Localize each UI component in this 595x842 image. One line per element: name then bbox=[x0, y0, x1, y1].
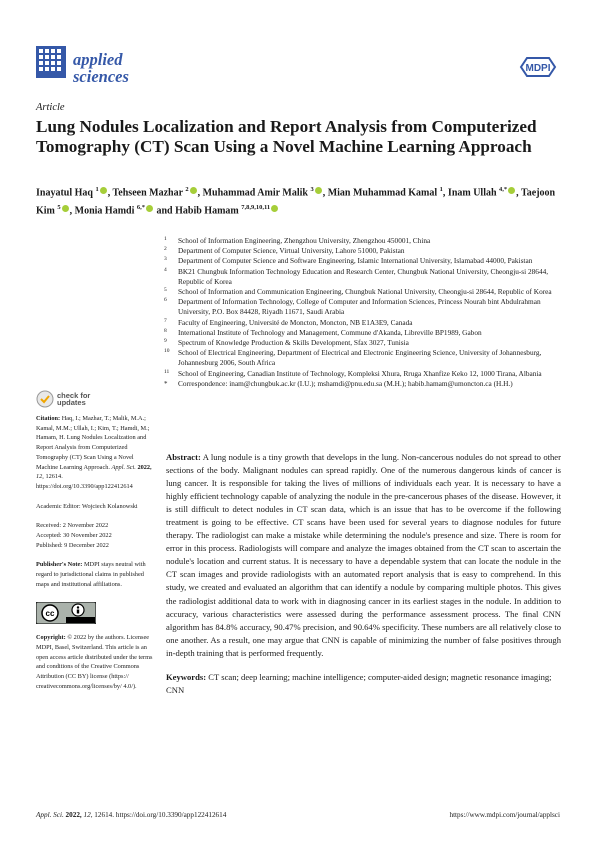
author-affiliation-mark: 4,* bbox=[499, 186, 508, 193]
affiliation-text: School of Engineering, Canadian Institute of Technology, Kompleksi Xhura, Rruga Xhanfize Keko 12, 1000 Tirana, Albania bbox=[178, 368, 542, 378]
orcid-icon[interactable] bbox=[190, 187, 197, 194]
author-list: Inayatul Haq $^1$ , Tehseen Mazhar $^2$ , Muhammad Amir Malik $^3$ , Mian Muhammad Kamal $^1$, Inam Ullah $^{4,*}$ , Taejoon Kim $^5$ , Monia Hamdi $^{6,*}$ and Habib Hamam $^{7,8,9,10,11}$ bbox=[36, 186, 556, 217]
orcid-icon[interactable] bbox=[315, 187, 322, 194]
correspondence-mark: * bbox=[164, 379, 168, 388]
journal-name-line1: applied bbox=[73, 50, 123, 69]
dates-block bbox=[36, 521, 156, 550]
orcid-icon[interactable] bbox=[146, 205, 153, 212]
copyright-label: Copyright: bbox=[36, 634, 66, 642]
affiliation-number: 10 bbox=[164, 348, 170, 355]
article-type: Article bbox=[36, 102, 65, 113]
author-name: Inam Ullah bbox=[447, 187, 497, 199]
journal-name bbox=[73, 51, 129, 85]
publisher-note-label: Publisher's Note: bbox=[36, 561, 83, 569]
affiliation-item bbox=[160, 297, 560, 317]
affiliation-item bbox=[160, 338, 560, 348]
copyright-text: © 2022 by the authors. Licensee MDPI, Basel, Switzerland. This article is an open access article distributed under the terms and conditions of the Creative Commons Attribution (CC BY) license (https:// creativecommons.org/licenses/by/ 4.0/). bbox=[36, 634, 153, 690]
orcid-icon[interactable] bbox=[100, 187, 107, 194]
check-for-updates-line1: check for bbox=[57, 390, 91, 400]
author-name: Monia Hamdi bbox=[74, 205, 135, 217]
affiliation-number: 4 bbox=[164, 266, 167, 273]
author-affiliation-mark: 5 bbox=[57, 203, 61, 211]
received-date: Received: 2 November 2022 bbox=[36, 522, 109, 530]
affiliation-number: 5 bbox=[164, 287, 167, 294]
author-affiliation-mark: 6,* bbox=[136, 203, 145, 211]
affiliation-text: International Institute of Technology and Management, Commune d'Akanda, Libreville BP1989, Gabon bbox=[178, 327, 482, 337]
affiliation-item bbox=[160, 287, 560, 297]
affiliation-text: Department of Information Technology, College of Computer and Information Sciences, Princess Nourah bint Abdulrahman University, P.O. Box 84428, Riyadh 11671, Saudi Arabia bbox=[178, 297, 541, 317]
footer-volume: 12, bbox=[83, 811, 93, 819]
affiliation-item bbox=[160, 328, 560, 338]
mdpi-logo-text: MDPI bbox=[525, 63, 551, 74]
affiliation-number: 1 bbox=[164, 236, 167, 242]
keywords-text: CT scan; deep learning; machine intelligence; computer-aided design; magnetic resonance imaging; CNN bbox=[166, 672, 552, 695]
author-affiliation-mark: 2 bbox=[185, 186, 189, 193]
citation-journal: Appl. Sci. bbox=[111, 463, 136, 471]
keywords-label: Keywords: bbox=[166, 672, 207, 682]
citation-volume: 12, bbox=[36, 473, 44, 481]
author-name: Taejoon Kim bbox=[36, 187, 556, 217]
affiliation-item bbox=[160, 369, 560, 379]
author-affiliation-mark: 1 bbox=[95, 186, 99, 193]
footer-journal-url[interactable]: https://www.mdpi.com/journal/applsci bbox=[449, 811, 560, 819]
affiliation-text: Spectrum of Knowledge Production & Skills Development, Sfax 3027, Tunisia bbox=[178, 338, 409, 348]
author-name: Muhammad Amir Malik bbox=[202, 187, 308, 199]
svg-text:cc: cc bbox=[45, 608, 55, 618]
sidebar bbox=[36, 390, 156, 701]
affiliation-number: 3 bbox=[164, 256, 167, 263]
orcid-icon[interactable] bbox=[508, 187, 515, 194]
affiliation-item bbox=[160, 256, 560, 266]
orcid-icon[interactable] bbox=[271, 205, 278, 212]
citation-text: Haq, I.; Mazhar, T.; Malik, M.A.; Kamal, M.M.; Ullah, I.; Kim, T.; Hamdi, M.; Hamam, H. Lung Nodules Localization and Report Analysis from Computerized Tomography (CT) Scan Using a Novel Machine Learning Approach. bbox=[36, 415, 150, 471]
affiliation-text: School of Information and Communication Engineering, Chungbuk National University, Cheongju-si 28644, Republic of Korea bbox=[178, 287, 552, 297]
footer-citation bbox=[36, 811, 226, 819]
check-for-updates-line2: updates bbox=[57, 398, 86, 407]
affiliation-text: Faculty of Engineering, Université de Moncton, Moncton, NB E1A3E9, Canada bbox=[178, 317, 413, 327]
citation-label: Citation: bbox=[36, 415, 61, 422]
affiliation-text: School of Electrical Engineering, Department of Electrical and Electronic Engineering Science, University of Johannesburg, Johannesburg 2006, South Africa bbox=[178, 348, 542, 368]
affiliation-item bbox=[160, 236, 560, 246]
abstract-text: A lung nodule is a tiny growth that develops in the lung. Non-cancerous nodules do not spread to other sections of the body. Malignant nodules can spread rapidly. One of the numerous dangerous kinds of cancer is lung cancer. It is responsible for taking the lives of millions of individuals each year. It is necessary to have a highly efficient technology capable of analyzing the nodule in the pre-cancerous phases of the disease. However, it is still difficult to detect nodules in CT scan data, which is an issue that has to be overcome if the following treatment is going to be effective. CT scans have been used for several years to diagnose nodules for future therapy. The radiologist can make a mistake while determining the nodule's presence and size. There is room for error in this process. Radiologists will compare and analyze the images obtained from the CT scan to ascertain the nodule's location and current status. It is necessary to have a dependable system that can locate the nodule in the CT scan images and provide radiologists with an automated report analysis that is easy to comprehend. In this study, we created and evaluated an algorithm that can identify a nodule by comparing multiple photos. This gives the radiologist additional data to work with in diagnosing cancer in its earliest stages in the nodule. In addition to accuracy, various characteristics were assessed during the performance assessment process. The final CNN algorithm has 84.8% accuracy, 90.47% precision, and 90.64% specificity. These numbers are all relatively close to one another. As a result, one may argue that CNN is capable of minimizing the number of false positives through in-depth training that is performed frequently. bbox=[166, 452, 561, 658]
accepted-date: Accepted: 30 November 2022 bbox=[36, 532, 112, 540]
orcid-icon[interactable] bbox=[62, 205, 69, 212]
affiliation-number: 6 bbox=[164, 297, 167, 304]
affiliation-item bbox=[160, 348, 560, 368]
abstract bbox=[166, 451, 561, 660]
author-name: Inayatul Haq bbox=[36, 187, 93, 199]
academic-editor: Academic Editor: Wojciech Kolanowski bbox=[36, 502, 138, 510]
affiliation-number: 11 bbox=[164, 368, 170, 375]
affiliation-text: Department of Computer Science, Virtual University, Lahore 51000, Pakistan bbox=[178, 246, 405, 256]
affiliation-number: 9 bbox=[164, 338, 167, 345]
affiliation-number: 8 bbox=[164, 327, 167, 334]
citation-block bbox=[36, 414, 156, 492]
affiliation-number: 7 bbox=[164, 317, 167, 324]
abstract-label: Abstract: bbox=[166, 452, 201, 462]
correspondence-text: Correspondence: inam@chungbuk.ac.kr (I.U.); mshamdi@pnu.edu.sa (M.H.); habib.hamam@umoncton.ca (H.H.) bbox=[178, 378, 513, 388]
citation-year: 2022, bbox=[137, 463, 152, 471]
author-affiliation-mark: 1 bbox=[439, 186, 443, 193]
check-for-updates-icon bbox=[36, 390, 54, 408]
correspondence bbox=[160, 379, 560, 389]
author-name: Mian Muhammad Kamal bbox=[327, 187, 438, 199]
footer-doi[interactable]: 12614. https://doi.org/10.3390/app122412614 bbox=[94, 811, 227, 819]
publisher-note-text: MDPI stays neutral with regard to jurisdictional claims in published maps and institutional affiliations. bbox=[36, 561, 146, 588]
check-for-updates-button[interactable] bbox=[36, 390, 156, 408]
journal-name-line2: sciences bbox=[73, 67, 129, 86]
article-title: Lung Nodules Localization and Report Analysis from Computerized Tomography (CT) Scan Using a Novel Machine Learning Approach bbox=[36, 117, 537, 156]
author-name: Habib Hamam bbox=[175, 205, 239, 217]
copyright-block bbox=[36, 633, 156, 691]
footer-year: 2022, bbox=[65, 811, 82, 819]
cc-by-license-icon[interactable] bbox=[36, 602, 96, 624]
author-affiliation-mark: 7,8,9,10,11 bbox=[241, 203, 271, 211]
journal-logo-icon bbox=[36, 46, 66, 78]
citation-doi[interactable]: 12614. https://doi.org/10.3390/app122412614 bbox=[36, 473, 133, 490]
affiliation-item bbox=[160, 267, 560, 287]
affiliation-item bbox=[160, 318, 560, 328]
published-date: Published: 9 December 2022 bbox=[36, 541, 109, 549]
mdpi-logo-icon bbox=[517, 56, 559, 78]
author-name: Tehseen Mazhar bbox=[112, 187, 183, 199]
affiliation-text: BK21 Chungbuk Information Technology Education and Research Center, Chungbuk National University, Cheongju-si 28644, Republic of Korea bbox=[178, 266, 549, 286]
keywords bbox=[166, 671, 561, 696]
publisher-note bbox=[36, 560, 156, 589]
author-affiliation-mark: 3 bbox=[310, 186, 314, 193]
affiliation-text: School of Information Engineering, Zhengzhou University, Zhengzhou 450001, China bbox=[178, 236, 431, 245]
affiliation-list bbox=[160, 236, 560, 389]
affiliation-text: Department of Computer Science and Software Engineering, Islamic International University, Islamabad 44000, Pakistan bbox=[178, 256, 533, 266]
affiliation-number: 2 bbox=[164, 246, 167, 253]
affiliation-item bbox=[160, 246, 560, 256]
footer-journal: Appl. Sci. bbox=[36, 811, 64, 819]
